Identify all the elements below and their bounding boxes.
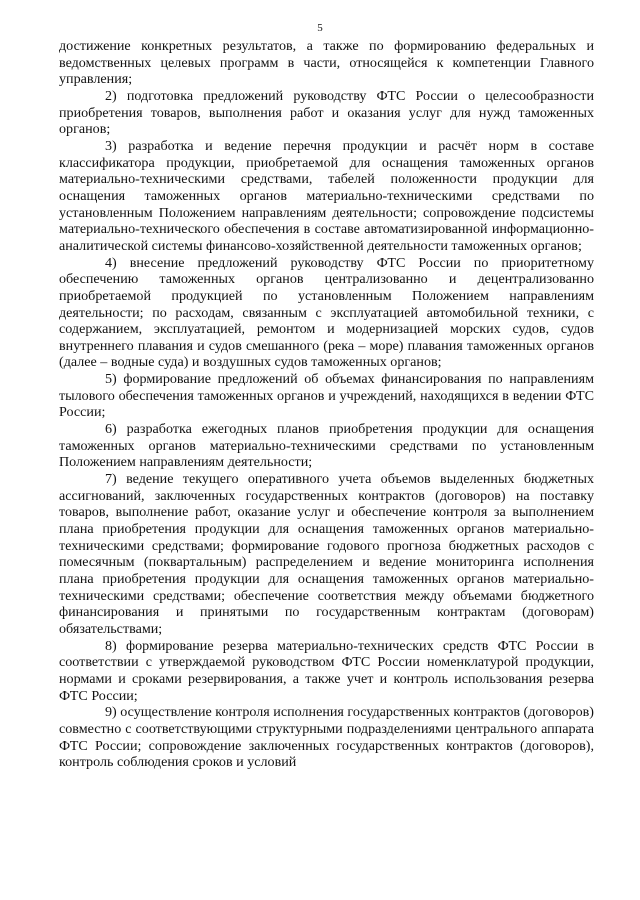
paragraph-item-2: 2) подготовка предложений руководству ФТС России о целесообразности приобретения товаров, выполнения работ и оказания услуг для нужд таможенных органов;: [59, 87, 594, 138]
paragraph-item-5: 5) формирование предложений об объемах финансирования по направлениям тылового обеспечения таможенных органов и учреждений, находящихся в ведении ФТС России;: [59, 371, 594, 421]
page-number: 5: [317, 22, 323, 34]
paragraph-item-9: 9) осуществление контроля исполнения государственных контрактов (договоров) совместно с соответствующими структурными подразделениями центрального аппарата ФТС России; сопровождение заключенных государственных контрактов (договоров), контроль соблюдения сроков и условий: [59, 704, 594, 771]
paragraph-item-8: 8) формирование резерва материально-технических средств ФТС России в соответствии с утверждаемой руководством ФТС России номенклатурой продукции, нормами и сроками резервирования, а также учет и контроль использования резерва ФТС России;: [59, 637, 594, 704]
paragraph-item-4: 4) внесение предложений руководству ФТС России по приоритетному обеспечению таможенных органов централизованно и децентрализованно приобретаемой продукцией по установленным Положением направлениям деятельности; по расходам, связанным с эксплуатацией автомобильной техники, с содержанием, эксплуатацией, ремонтом и модернизацией морских судов, судов внутреннего плавания и судов смешанного (река – море) плавания таможенных органов (далее – водные суда) и воздушных судов таможенных органов;: [59, 254, 594, 371]
paragraph-item-7: 7) ведение текущего оперативного учета объемов выделенных бюджетных ассигнований, заключенных государственных контрактов (договоров) на поставку товаров, выполнение работ, оказание услуг и обеспечение контроля за выполнением плана приобретения продукции для оснащения таможенных органов материально-техническими средствами; формирование годового прогноза бюджетных расходов с помесячным (поквартальным) распределением и ведение мониторинга исполнения плана приобретения продукции для оснащения таможенных органов материально-техническими средствами; обеспечение соответствия между объемами бюджетного финансирования и принятыми по государственным контрактам (договорам) обязательствами;: [59, 471, 594, 637]
document-body: [59, 38, 594, 771]
paragraph-item-6: 6) разработка ежегодных планов приобретения продукции для оснащения таможенных органов материально-техническими средствами по установленным Положением направлениям деятельности;: [59, 421, 594, 471]
paragraph-item-3: 3) разработка и ведение перечня продукции и расчёт норм в составе классификатора продукции, приобретаемой для оснащения таможенных органов материально-техническими средствами, табелей положенности продукции для оснащения таможенных органов материально-техническими средствами по установленным Положением направлениям деятельности; сопровождение подсистемы материально-технического обеспечения в составе автоматизированной информационно-аналитической системы финансово-хозяйственной деятельности таможенных органов;: [59, 137, 594, 254]
paragraph-continuation: достижение конкретных результатов, а также по формированию федеральных и ведомственных целевых программ в части, относящейся к компетенции Главного управления;: [59, 38, 594, 88]
